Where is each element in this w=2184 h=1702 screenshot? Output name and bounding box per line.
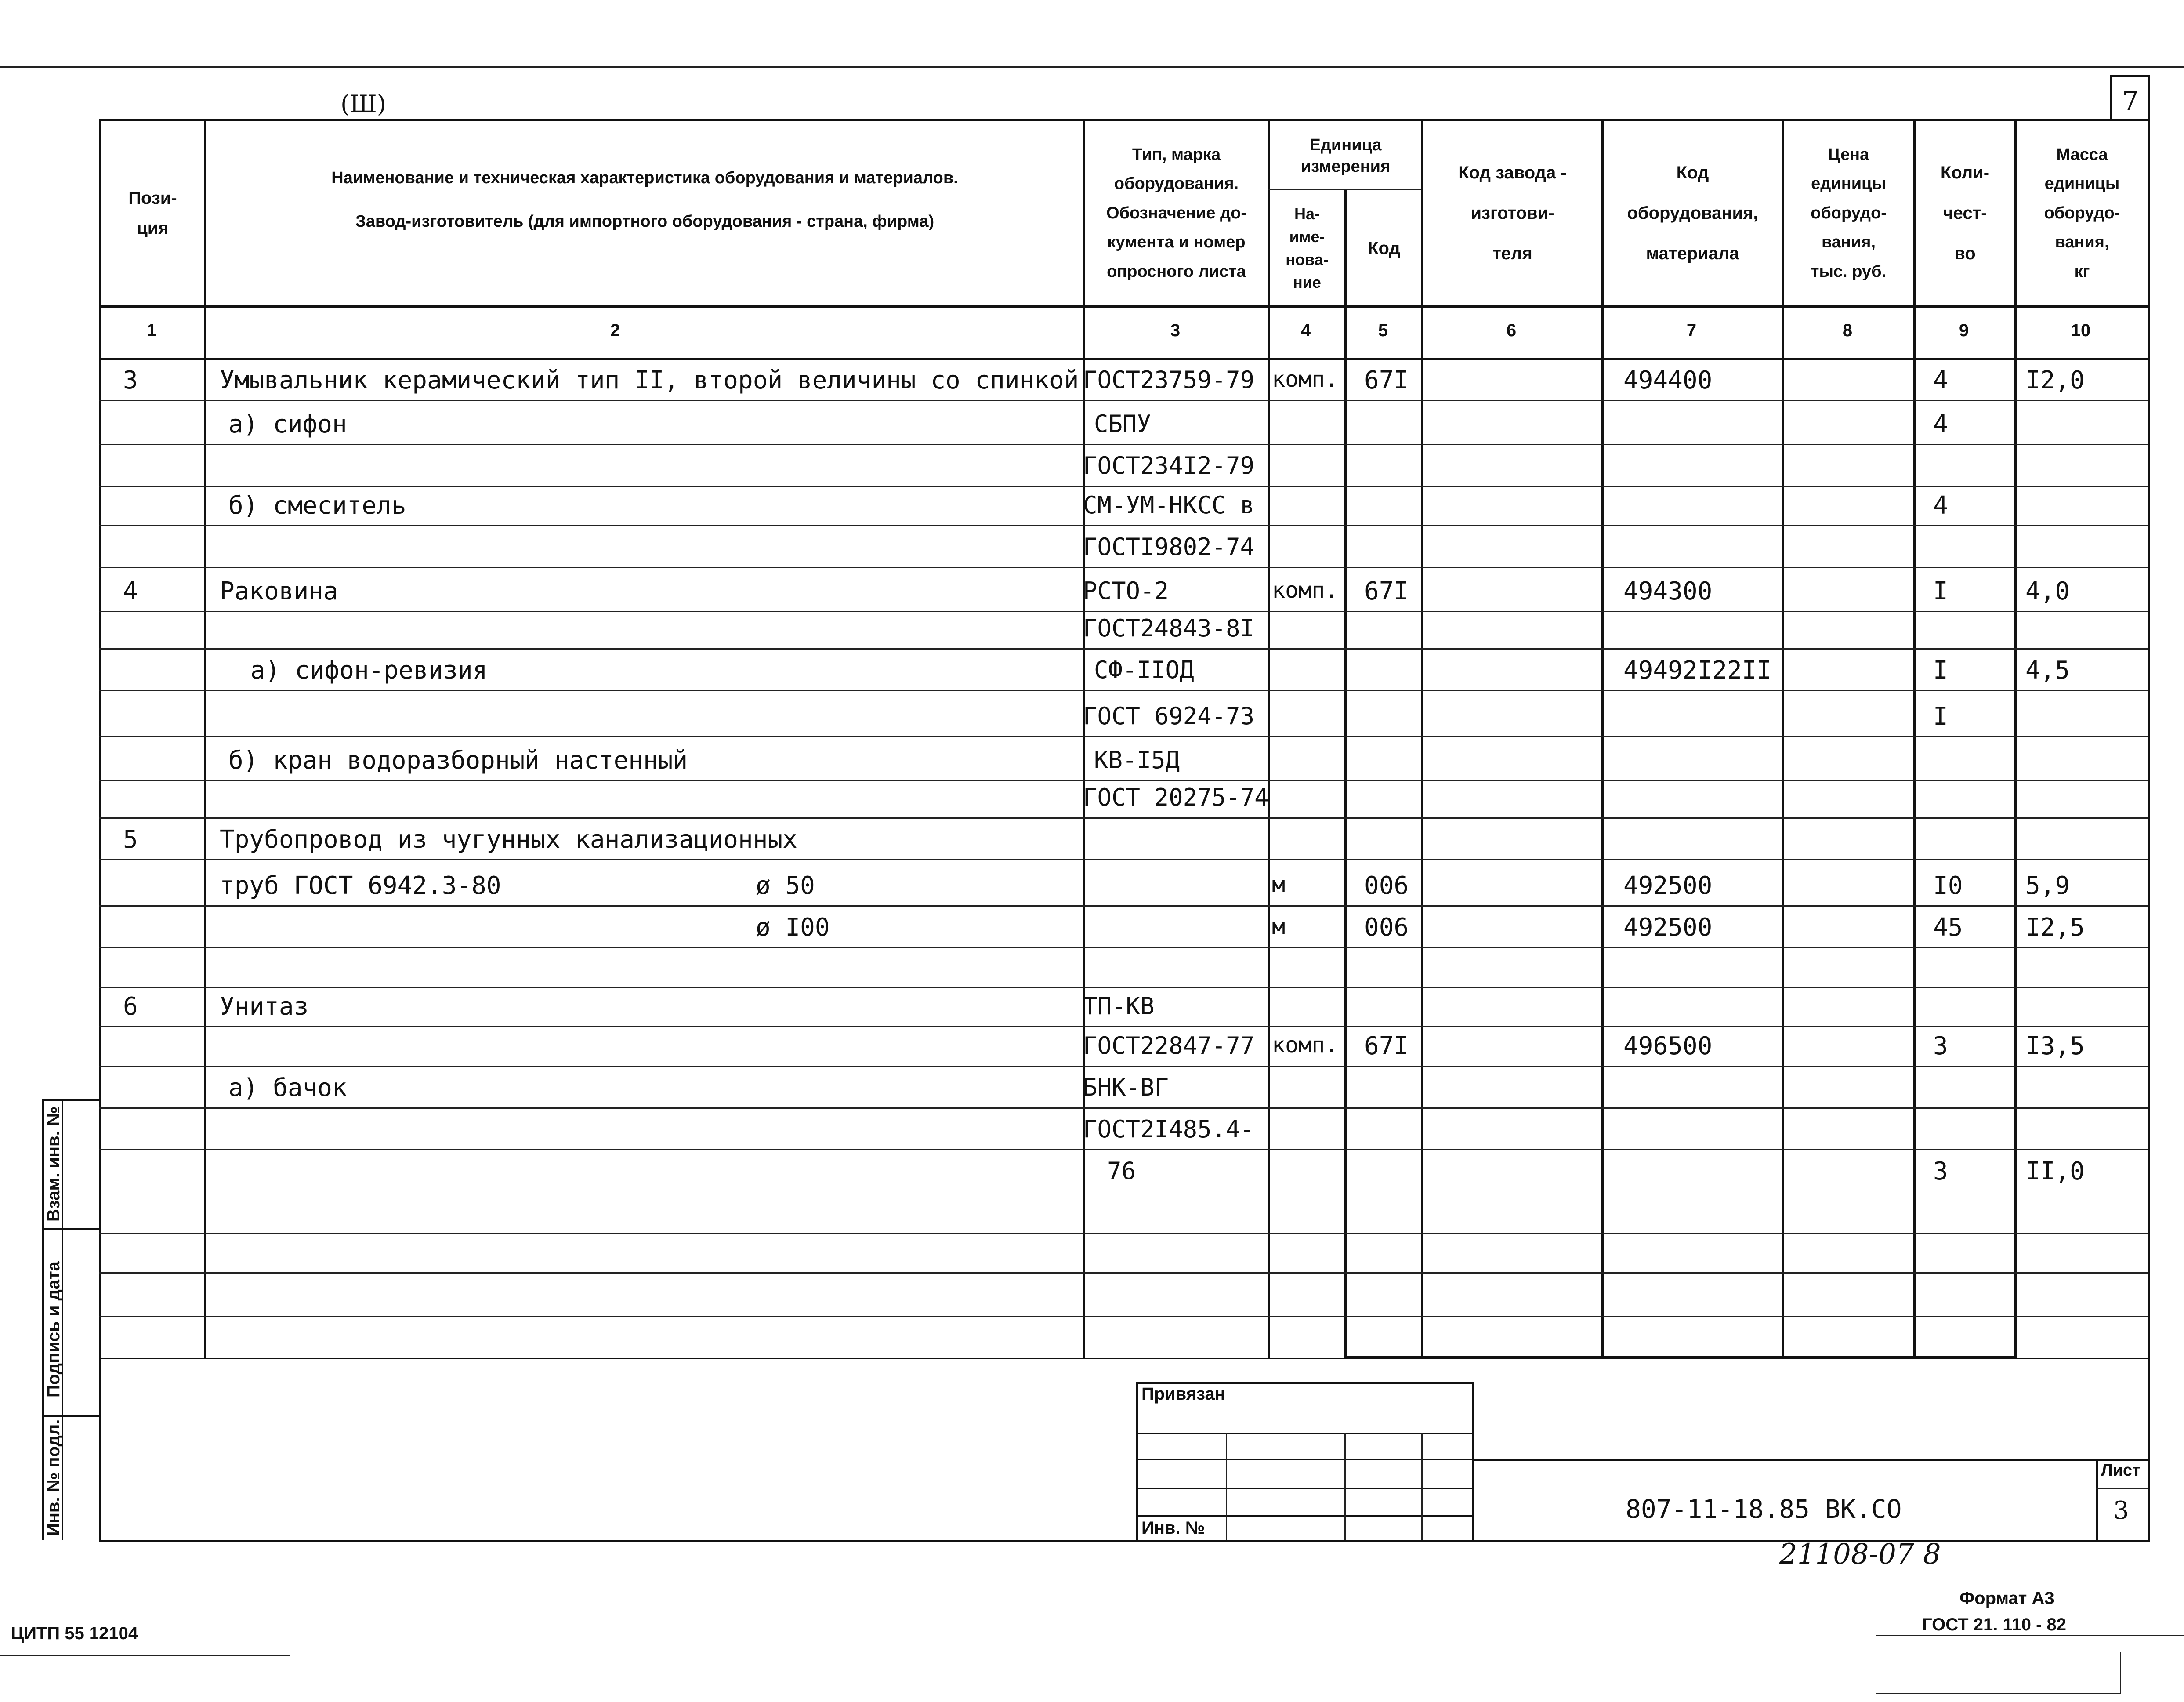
table-left-line — [99, 119, 101, 1542]
row-divider — [99, 1066, 2148, 1067]
header-mass: Масса единицы оборудо- вания, кг — [2044, 145, 2120, 281]
header-unit-name: На- име- нова- ние — [1286, 204, 1329, 292]
unit-code-cell: 006 — [1364, 871, 1409, 900]
type-cell: СБПУ — [1094, 410, 1152, 438]
column-number: 10 — [2071, 321, 2091, 340]
type-cell: ТП-КВ — [1083, 992, 1155, 1020]
corner-box-top — [2110, 75, 2149, 77]
column-number: 6 — [1506, 321, 1517, 340]
binding-line — [1136, 1488, 1474, 1489]
row-divider — [99, 567, 2148, 568]
binding-col — [1344, 1433, 1346, 1540]
list-box-left — [2096, 1459, 2098, 1540]
type-cell: ГОСТ234I2-79 — [1083, 452, 1255, 479]
col-line-1 — [204, 119, 206, 1358]
column-number: 8 — [1842, 321, 1853, 340]
mass-cell: I2,0 — [2025, 366, 2085, 395]
binding-line — [1136, 1433, 1474, 1434]
equipment-code-cell: 494300 — [1623, 577, 1713, 606]
row-divider — [99, 1107, 2148, 1109]
unit-name-cell: комп. — [1272, 367, 1338, 392]
side-stamp-div2 — [42, 1415, 101, 1417]
row-divider — [99, 817, 2148, 819]
quantity-cell: 4 — [1933, 410, 1948, 439]
name-cell: Унитаз — [220, 992, 309, 1021]
mass-cell: II,0 — [2025, 1157, 2085, 1186]
type-cell: РСТО-2 — [1083, 577, 1169, 605]
list-label: Лист — [2101, 1461, 2141, 1480]
equipment-code-cell: 496500 — [1623, 1032, 1713, 1060]
diameter-cell: ø 50 — [756, 871, 815, 900]
side-stamp-signature-date: Подпись и дата — [44, 1261, 63, 1397]
row-divider — [99, 611, 2148, 612]
mass-cell: 4,0 — [2025, 577, 2070, 606]
sheet-corner-number: 7 — [2122, 86, 2139, 116]
type-cell: КВ-I5Д — [1094, 746, 1180, 774]
name-cell: а) сифон-ревизия — [250, 656, 488, 685]
type-cell: ГОСТ 20275-74 — [1083, 784, 1269, 811]
list-number: 3 — [2113, 1496, 2129, 1525]
type-cell: ГОСТ 6924-73 — [1083, 702, 1255, 730]
header-price: Цена единицы оборудо- вания, тыс. руб. — [1811, 145, 1887, 281]
binding-right — [1472, 1382, 1474, 1540]
name-cell: труб ГОСТ 6942.3-80 — [220, 871, 501, 900]
quantity-cell: 3 — [1933, 1157, 1948, 1186]
table-bottom-line — [99, 1358, 2148, 1359]
type-cell: ГОСТI9802-74 — [1083, 533, 1255, 561]
type-cell: СФ-IIОД — [1094, 656, 1194, 684]
handwritten-number: 21108-07 8 — [1779, 1538, 1941, 1571]
colnum-bottom-line — [99, 358, 2148, 360]
name-cell: б) кран водоразборный настенный — [228, 746, 688, 775]
header-quantity: Коли- чест- во — [1940, 163, 1990, 263]
mass-cell: I3,5 — [2025, 1032, 2085, 1060]
row-divider — [99, 1316, 2148, 1317]
quantity-cell: 4 — [1933, 366, 1948, 395]
corner-box-line — [2110, 75, 2112, 119]
binding-col — [1421, 1433, 1423, 1540]
diameter-cell: ø I00 — [756, 913, 830, 942]
row-divider — [99, 690, 2148, 691]
header-unit: Единица измерения — [1300, 135, 1391, 176]
side-stamp-top — [42, 1099, 101, 1101]
side-stamp-replace-inv: Взам. инв. № — [44, 1106, 63, 1222]
quantity-cell: I — [1933, 702, 1948, 731]
row-divider — [99, 1149, 2148, 1150]
top-trim-line — [0, 66, 2184, 68]
binding-label: Привязан — [1141, 1384, 1225, 1404]
header-equipment-code: Код оборудования, материала — [1627, 163, 1758, 263]
type-cell: ГОСТ2I485.4- — [1083, 1115, 1255, 1143]
unit-name-cell: м — [1272, 872, 1286, 897]
unit-code-cell: 67I — [1364, 577, 1409, 606]
type-cell: ГОСТ23759-79 — [1083, 366, 1255, 394]
document-code: 807-11-18.85 ВК.СО — [1626, 1494, 1902, 1524]
row-divider — [99, 859, 2148, 860]
row-divider — [99, 400, 2148, 401]
name-cell: а) бачок — [228, 1074, 347, 1102]
footer-format: Формат А3 — [1959, 1589, 2054, 1608]
type-cell: ГОСТ24843-8I — [1083, 614, 1255, 642]
mass-cell: I2,5 — [2025, 913, 2085, 942]
quantity-cell: I — [1933, 577, 1948, 606]
row-divider — [99, 947, 2148, 948]
footer-left-code: ЦИТП 55 12104 — [11, 1624, 138, 1643]
position-cell: 4 — [123, 577, 138, 606]
row-divider — [99, 780, 2148, 781]
row-divider — [99, 987, 2148, 988]
column-number: 3 — [1170, 321, 1181, 340]
binding-left — [1136, 1382, 1138, 1540]
row-divider — [99, 525, 2148, 526]
quantity-cell: 4 — [1933, 491, 1948, 520]
type-cell: БНК-ВГ — [1083, 1074, 1169, 1101]
row-divider — [99, 736, 2148, 737]
header-unit-code: Код — [1368, 239, 1400, 258]
row-divider — [99, 486, 2148, 487]
quantity-cell: I — [1933, 656, 1948, 685]
mass-cell: 4,5 — [2025, 656, 2070, 685]
row-divider — [99, 905, 2148, 907]
name-cell: а) сифон — [228, 410, 347, 439]
type-cell: СМ-УМ-НКСС в — [1083, 491, 1255, 519]
header-type: Тип, марка оборудования. Обозначение до- кумента и номер опросного листа — [1106, 145, 1246, 281]
row-divider — [99, 444, 2148, 445]
side-stamp-original-inv: Инв. № подл. — [44, 1419, 63, 1536]
header-plant-code: Код завода - изготови- теля — [1458, 163, 1567, 263]
unit-name-cell: м — [1272, 914, 1286, 939]
unit-name-cell: комп. — [1272, 577, 1338, 603]
equipment-code-cell: 49492I22II — [1623, 656, 1772, 685]
unit-name-cell: комп. — [1272, 1032, 1338, 1058]
frame-right-line — [2148, 75, 2150, 1542]
unit-subheader-line — [1268, 189, 1421, 190]
header-name: Наименование и техническая характеристика оборудования и материалов. Завод-изготовитель (для импортного оборудования - страна, фирма) — [331, 169, 958, 231]
column-number: 4 — [1300, 321, 1311, 340]
name-cell: б) смеситель — [228, 491, 406, 520]
equipment-code-cell: 494400 — [1623, 366, 1713, 395]
row-divider — [99, 648, 2148, 650]
unit-code-cell: 67I — [1364, 1032, 1409, 1060]
row-divider — [99, 1272, 2148, 1274]
section-mark: (Ш) — [340, 90, 386, 118]
name-cell: Умывальник керамический тип II, второй величины со спинкой — [220, 366, 1079, 395]
side-stamp-div1 — [42, 1228, 101, 1230]
header-bottom-line — [99, 305, 2148, 308]
footer-corner-line — [2120, 1652, 2121, 1694]
column-number: 1 — [146, 321, 157, 340]
quantity-cell: I0 — [1933, 871, 1963, 900]
title-main-top — [1474, 1459, 2148, 1461]
binding-line — [1136, 1515, 1474, 1517]
header-position: Пози- ция — [128, 189, 177, 238]
unit-code-cell: 006 — [1364, 913, 1409, 942]
column-number: 7 — [1686, 321, 1697, 340]
quantity-cell: 45 — [1933, 913, 1963, 942]
inventory-number-label: Инв. № — [1141, 1518, 1205, 1538]
col-line-4 — [1344, 189, 1347, 1358]
position-cell: 5 — [123, 825, 138, 854]
binding-line — [1136, 1459, 1474, 1460]
footer-corner-base — [1876, 1693, 2121, 1694]
type-cell: ГОСТ22847-77 — [1083, 1032, 1255, 1060]
footer-right-line — [1876, 1635, 2184, 1636]
unit-code-cell: 67I — [1364, 366, 1409, 395]
name-cell: Раковина — [220, 577, 338, 606]
position-cell: 3 — [123, 366, 138, 395]
name-cell: Трубопровод из чугунных канализационных — [220, 825, 797, 854]
column-number: 5 — [1378, 321, 1388, 340]
equipment-code-cell: 492500 — [1623, 913, 1713, 942]
row-divider — [99, 1233, 2148, 1234]
column-number: 2 — [610, 321, 620, 340]
type-cell: 76 — [1107, 1157, 1136, 1185]
footer-left-line — [0, 1655, 290, 1656]
list-box-mid — [2096, 1488, 2148, 1489]
footer-gost: ГОСТ 21. 110 - 82 — [1922, 1615, 2066, 1634]
equipment-code-cell: 492500 — [1623, 871, 1713, 900]
quantity-cell: 3 — [1933, 1032, 1948, 1060]
column-number: 9 — [1959, 321, 1969, 340]
position-cell: 6 — [123, 992, 138, 1021]
mass-cell: 5,9 — [2025, 871, 2070, 900]
row-divider — [99, 1026, 2148, 1027]
binding-col — [1226, 1433, 1227, 1540]
